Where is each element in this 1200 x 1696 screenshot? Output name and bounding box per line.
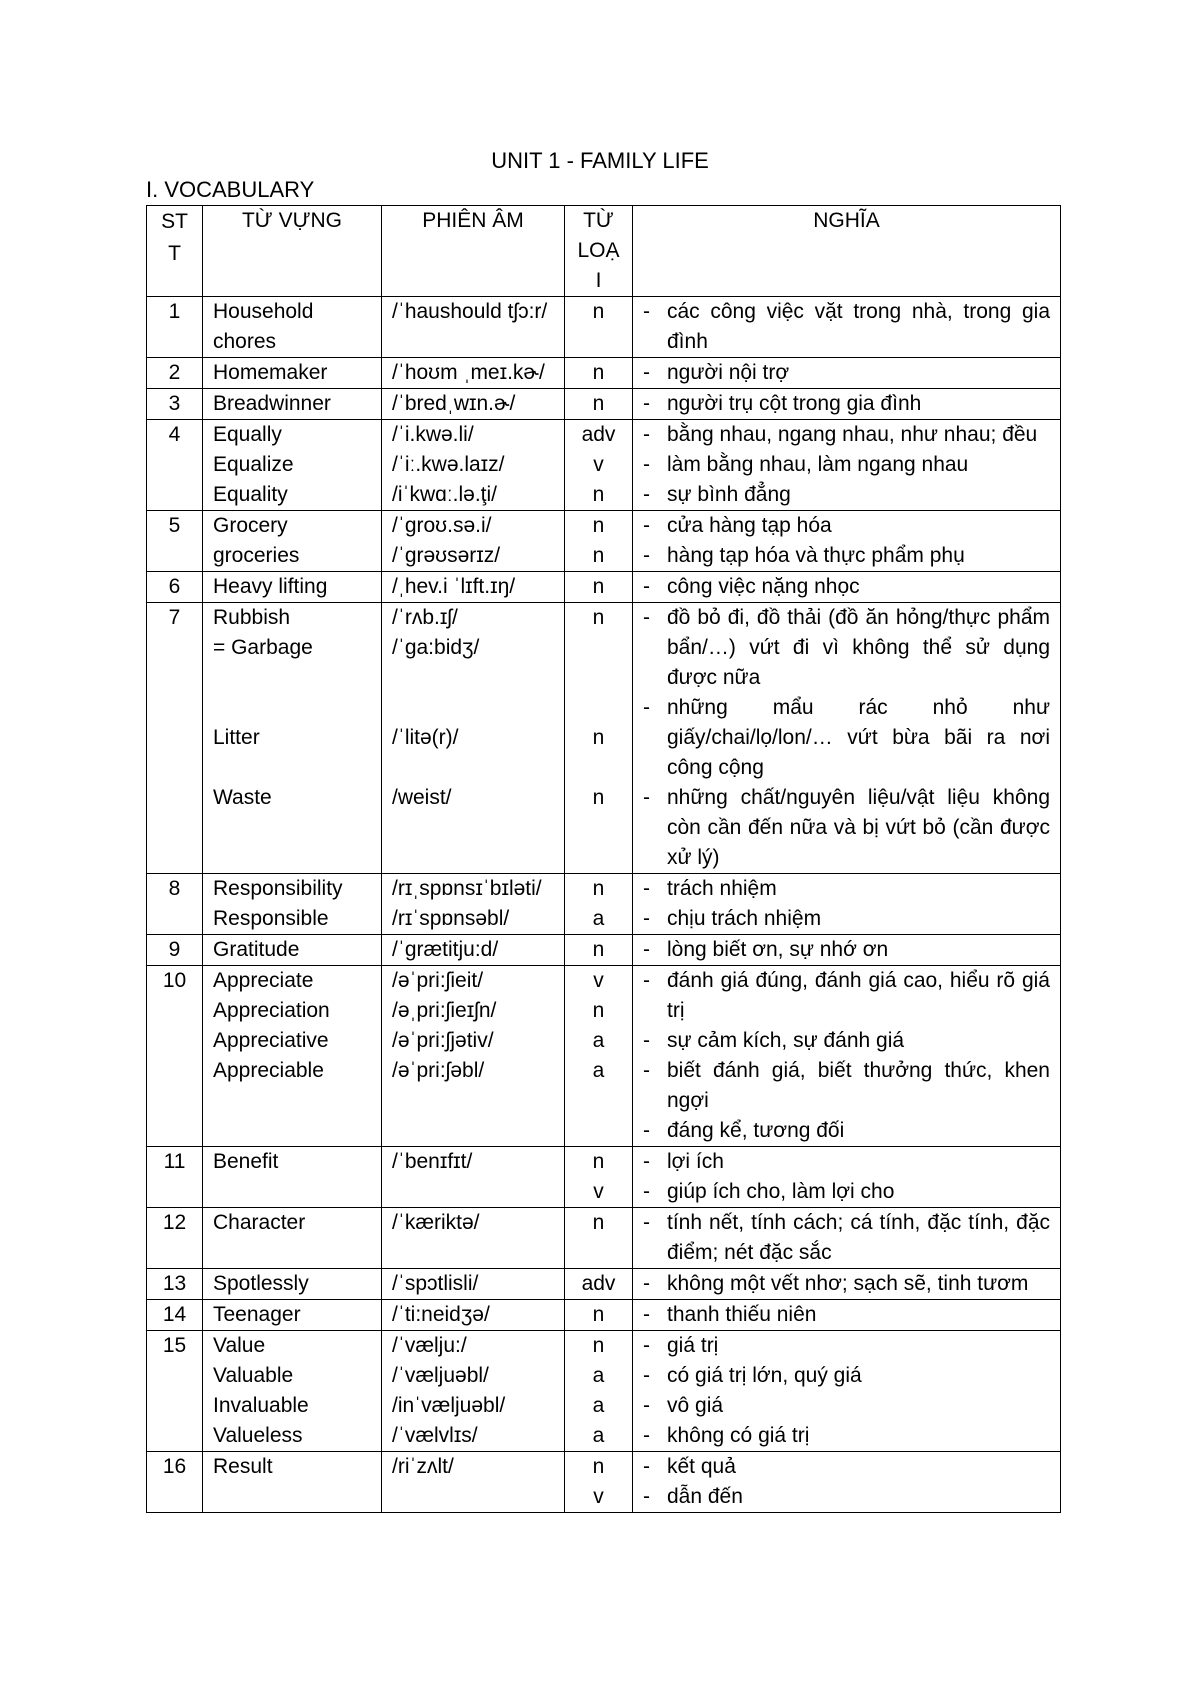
pronunciation-cell <box>382 935 565 966</box>
meaning-item <box>643 1056 1050 1116</box>
vocab-word: groceries <box>213 544 300 567</box>
meaning-cell <box>633 1300 1061 1331</box>
word-type: n <box>592 1334 605 1357</box>
vocab-word: Valuable <box>213 1364 294 1387</box>
vocab-word-cell <box>203 420 382 511</box>
bullet-dash: - <box>643 606 650 629</box>
pronunciation: /ˈhaushould tʃɔ:r/ <box>392 300 548 323</box>
word-type: n <box>592 514 605 537</box>
bullet-dash: - <box>643 1150 650 1173</box>
meaning-item <box>643 420 1050 450</box>
meaning-cell <box>633 966 1061 1147</box>
bullet-dash: - <box>643 969 650 992</box>
pronunciation: /ˈga:bidʒ/ <box>392 636 480 659</box>
row-number: 5 <box>147 511 203 572</box>
pronunciation-cell <box>382 389 565 420</box>
pronunciation-cell <box>382 603 565 874</box>
meaning-item <box>643 511 1050 541</box>
table-row <box>147 1452 1061 1513</box>
pronunciation: /ˈvæljuəbl/ <box>392 1364 489 1387</box>
vocab-word: Appreciate <box>213 969 314 992</box>
pronunciation: /ˈgrəʊsərɪz/ <box>392 544 501 567</box>
word-type: a <box>592 1029 605 1052</box>
page-title: UNIT 1 - FAMILY LIFE <box>491 148 709 173</box>
bullet-dash: - <box>643 938 650 961</box>
word-type <box>575 693 622 723</box>
meaning-text: công việc nặng nhọc <box>667 575 860 598</box>
word-type: a <box>592 1059 605 1082</box>
pronunciation: /əˌpri:ʃieɪʃn/ <box>392 999 497 1022</box>
table-row <box>147 420 1061 511</box>
word-type: n <box>592 1150 605 1173</box>
pronunciation-cell <box>382 966 565 1147</box>
meaning-text: chịu trách nhiệm <box>667 907 822 930</box>
word-type: a <box>592 1364 605 1387</box>
bullet-dash: - <box>643 1455 650 1478</box>
pronunciation: /weist/ <box>392 786 452 809</box>
meaning-text: thanh thiếu niên <box>667 1303 817 1326</box>
vocab-word-cell <box>203 1269 382 1300</box>
meaning-item <box>643 1391 1050 1421</box>
meaning-text: làm bằng nhau, làm ngang nhau <box>667 453 969 476</box>
meaning-item <box>643 693 1050 783</box>
vocab-word: = Garbage <box>213 636 313 659</box>
meaning-item <box>643 966 1050 1026</box>
meaning-text: có giá trị lớn, quý giá <box>667 1364 862 1387</box>
pronunciation <box>392 663 554 693</box>
table-body <box>147 297 1061 1513</box>
table-row <box>147 1300 1061 1331</box>
pronunciation: /ˈi.kwə.li/ <box>392 423 474 446</box>
word-type: n <box>592 726 605 749</box>
meaning-item <box>643 358 1050 388</box>
bullet-dash: - <box>643 392 650 415</box>
word-type: n <box>592 300 605 323</box>
word-type-cell <box>565 1208 633 1269</box>
bullet-dash: - <box>643 575 650 598</box>
word-type: n <box>592 786 605 809</box>
table-row <box>147 297 1061 358</box>
pronunciation: /ˈkæriktə/ <box>392 1211 480 1234</box>
pronunciation: /ˈrʌb.ɪʃ/ <box>392 606 458 629</box>
vocab-word: Character <box>213 1211 306 1234</box>
word-type: n <box>592 1455 605 1478</box>
pronunciation: /ˈgrætitju:d/ <box>392 938 499 961</box>
row-number: 2 <box>147 358 203 389</box>
vocab-word-cell <box>203 935 382 966</box>
meaning-cell <box>633 603 1061 874</box>
vocab-word: Equality <box>213 483 288 506</box>
meaning-item <box>643 1177 1050 1207</box>
meaning-cell <box>633 420 1061 511</box>
row-number: 9 <box>147 935 203 966</box>
pronunciation: /ˈgroʊ.sə.i/ <box>392 514 492 537</box>
meaning-item <box>643 1116 1050 1146</box>
row-number: 12 <box>147 1208 203 1269</box>
bullet-dash: - <box>643 514 650 537</box>
bullet-dash: - <box>643 1485 650 1508</box>
vocab-word: Teenager <box>213 1303 301 1326</box>
pronunciation-cell <box>382 1147 565 1208</box>
meaning-item <box>643 935 1050 965</box>
header-word: TỪ VỰNG <box>203 206 382 297</box>
meaning-item <box>643 1361 1050 1391</box>
word-type-cell <box>565 389 633 420</box>
meaning-text: tính nết, tính cách; cá tính, đặc tính, đặc điểm; nét đặc sắc <box>667 1211 1050 1264</box>
word-type-cell <box>565 966 633 1147</box>
word-type: n <box>592 1303 605 1326</box>
pronunciation: /əˈpri:ʃəbl/ <box>392 1059 485 1082</box>
meaning-cell <box>633 1331 1061 1452</box>
word-type: n <box>592 544 605 567</box>
word-type <box>575 663 622 693</box>
vocab-word: Household chores <box>213 300 314 353</box>
word-type-cell <box>565 572 633 603</box>
meaning-cell <box>633 1208 1061 1269</box>
row-number: 10 <box>147 966 203 1147</box>
vocab-word: Gratitude <box>213 938 300 961</box>
meaning-cell <box>633 389 1061 420</box>
table-header-row <box>147 206 1061 297</box>
pronunciation: /ˈhoʊm ˌmeɪ.kɚ/ <box>392 361 545 384</box>
vocab-word: Heavy lifting <box>213 575 328 598</box>
meaning-text: những mẩu rác nhỏ như giấy/chai/lọ/lon/… vứt bừa bãi ra nơi công cộng <box>667 696 1050 779</box>
pronunciation: /inˈvæljuəbl/ <box>392 1394 506 1417</box>
meaning-text: không một vết nhơ; sạch sẽ, tinh tươm <box>667 1272 1029 1295</box>
word-type-cell <box>565 1269 633 1300</box>
pronunciation: /əˈpri:ʃieit/ <box>392 969 484 992</box>
vocab-word: Breadwinner <box>213 392 331 415</box>
meaning-item <box>643 1269 1050 1299</box>
vocab-word: Valueless <box>213 1424 303 1447</box>
meaning-cell <box>633 1452 1061 1513</box>
pronunciation-cell <box>382 1331 565 1452</box>
word-type: n <box>592 938 605 961</box>
word-type: n <box>592 361 605 384</box>
vocab-word-cell <box>203 1452 382 1513</box>
meaning-text: lợi ích <box>667 1150 724 1173</box>
table-row <box>147 358 1061 389</box>
meaning-item <box>643 1208 1050 1268</box>
pronunciation: /rɪˈspɒnsəbl/ <box>392 907 510 930</box>
vocab-word-cell <box>203 874 382 935</box>
meaning-item <box>643 904 1050 934</box>
bullet-dash: - <box>643 544 650 567</box>
vocab-word: Spotlessly <box>213 1272 309 1295</box>
vocabulary-table <box>146 205 1061 1513</box>
header-word-type: TỪ LOẠ I <box>565 206 633 297</box>
meaning-text: sự cảm kích, sự đánh giá <box>667 1029 905 1052</box>
meaning-item <box>643 1026 1050 1056</box>
word-type-cell <box>565 874 633 935</box>
meaning-item <box>643 389 1050 419</box>
meaning-text: cửa hàng tạp hóa <box>667 514 832 537</box>
word-type-cell <box>565 603 633 874</box>
pronunciation-cell <box>382 420 565 511</box>
meaning-cell <box>633 358 1061 389</box>
pronunciation-cell <box>382 297 565 358</box>
word-type-cell <box>565 1452 633 1513</box>
bullet-dash: - <box>643 1272 650 1295</box>
bullet-dash: - <box>643 300 650 323</box>
vocab-word-cell <box>203 1300 382 1331</box>
word-type: adv <box>581 423 616 446</box>
meaning-text: giúp ích cho, làm lợi cho <box>667 1180 895 1203</box>
bullet-dash: - <box>643 786 650 809</box>
pronunciation-cell <box>382 1269 565 1300</box>
vocab-word: Waste <box>213 786 272 809</box>
vocab-word-cell <box>203 297 382 358</box>
meaning-item <box>643 1147 1050 1177</box>
vocab-word: Appreciable <box>213 1059 324 1082</box>
word-type: adv <box>581 1272 616 1295</box>
word-type: n <box>592 483 605 506</box>
vocab-word: Benefit <box>213 1150 279 1173</box>
word-type: v <box>593 1485 604 1508</box>
meaning-text: hàng tạp hóa và thực phẩm phụ <box>667 544 965 567</box>
pronunciation-cell <box>382 1208 565 1269</box>
meaning-item <box>643 603 1050 693</box>
vocab-word: Invaluable <box>213 1394 309 1417</box>
bullet-dash: - <box>643 1334 650 1357</box>
table-row <box>147 1269 1061 1300</box>
meaning-text: đồ bỏ đi, đồ thải (đồ ăn hỏng/thực phẩm bẩn/…) vứt đi vì không thể sử dụng được nữa <box>667 606 1050 689</box>
word-type: v <box>593 453 604 476</box>
pronunciation-cell <box>382 1452 565 1513</box>
vocab-word: Appreciative <box>213 1029 329 1052</box>
bullet-dash: - <box>643 1211 650 1234</box>
pronunciation: /əˈpri:ʃjətiv/ <box>392 1029 494 1052</box>
bullet-dash: - <box>643 453 650 476</box>
meaning-text: dẫn đến <box>667 1485 743 1508</box>
word-type-cell <box>565 297 633 358</box>
meaning-item <box>643 1331 1050 1361</box>
row-number: 8 <box>147 874 203 935</box>
pronunciation-cell <box>382 511 565 572</box>
word-type: n <box>592 999 605 1022</box>
pronunciation-cell <box>382 572 565 603</box>
vocab-word <box>213 663 371 693</box>
meaning-text: các công việc vặt trong nhà, trong gia đình <box>667 300 1050 353</box>
table-row <box>147 935 1061 966</box>
pronunciation: /rɪˌspɒnsɪˈbɪləti/ <box>392 877 542 900</box>
word-type: a <box>592 1424 605 1447</box>
word-type-cell <box>565 1300 633 1331</box>
vocab-word: Homemaker <box>213 361 328 384</box>
bullet-dash: - <box>643 1364 650 1387</box>
pronunciation <box>392 693 554 723</box>
bullet-dash: - <box>643 877 650 900</box>
meaning-item <box>643 1421 1050 1451</box>
vocab-word-cell <box>203 572 382 603</box>
bullet-dash: - <box>643 1180 650 1203</box>
section-heading: I. VOCABULARY <box>146 177 315 202</box>
word-type: n <box>592 877 605 900</box>
pronunciation-cell <box>382 874 565 935</box>
pronunciation-cell <box>382 1300 565 1331</box>
pronunciation: /ˈbredˌwɪn.ɚ/ <box>392 392 516 415</box>
meaning-text: trách nhiệm <box>667 877 777 900</box>
header-meaning: NGHĨA <box>633 206 1061 297</box>
table-row <box>147 389 1061 420</box>
pronunciation: /ˈvælvlɪs/ <box>392 1424 478 1447</box>
word-type: a <box>592 1394 605 1417</box>
pronunciation: /riˈzʌlt/ <box>392 1455 454 1478</box>
word-type: n <box>592 1211 605 1234</box>
vocab-word <box>213 753 371 783</box>
bullet-dash: - <box>643 1119 650 1142</box>
meaning-item <box>643 480 1050 510</box>
word-type-cell <box>565 358 633 389</box>
word-type-cell <box>565 420 633 511</box>
table-row <box>147 603 1061 874</box>
pronunciation: /ˈti:neidʒə/ <box>392 1303 490 1326</box>
meaning-text: giá trị <box>667 1334 719 1357</box>
word-type: v <box>593 1180 604 1203</box>
word-type-cell <box>565 1331 633 1452</box>
pronunciation: /ˈlitə(r)/ <box>392 726 459 749</box>
vocab-word: Grocery <box>213 514 288 537</box>
meaning-item <box>643 450 1050 480</box>
vocab-word: Responsibility <box>213 877 343 900</box>
vocab-word: Responsible <box>213 907 329 930</box>
table-row <box>147 511 1061 572</box>
vocab-word-cell <box>203 1147 382 1208</box>
meaning-text: sự bình đẳng <box>667 483 791 506</box>
meaning-item <box>643 1482 1050 1512</box>
bullet-dash: - <box>643 1029 650 1052</box>
word-type: a <box>592 907 605 930</box>
row-number: 4 <box>147 420 203 511</box>
row-number: 6 <box>147 572 203 603</box>
pronunciation: /iˈkwɑː.lə.ţi/ <box>392 483 498 506</box>
bullet-dash: - <box>643 423 650 446</box>
meaning-item <box>643 297 1050 357</box>
vocab-word-cell <box>203 1208 382 1269</box>
header-pronunciation: PHIÊN ÂM <box>382 206 565 297</box>
meaning-text: không có giá trị <box>667 1424 810 1447</box>
word-type: n <box>592 575 605 598</box>
row-number: 15 <box>147 1331 203 1452</box>
meaning-item <box>643 783 1050 873</box>
word-type: v <box>593 969 604 992</box>
row-number: 11 <box>147 1147 203 1208</box>
pronunciation: /ˌhev.i ˈlɪft.ɪŋ/ <box>392 575 516 598</box>
bullet-dash: - <box>643 483 650 506</box>
meaning-text: đánh giá đúng, đánh giá cao, hiểu rõ giá trị <box>667 969 1050 1022</box>
meaning-text: bằng nhau, ngang nhau, như nhau; đều <box>667 423 1038 446</box>
vocab-word: Appreciation <box>213 999 330 1022</box>
meaning-cell <box>633 511 1061 572</box>
vocab-word-cell <box>203 966 382 1147</box>
meaning-text: vô giá <box>667 1394 724 1417</box>
table-row <box>147 1208 1061 1269</box>
vocab-word: Result <box>213 1455 273 1478</box>
meaning-text: người trụ cột trong gia đình <box>667 392 922 415</box>
bullet-dash: - <box>643 361 650 384</box>
meaning-cell <box>633 1269 1061 1300</box>
bullet-dash: - <box>643 1424 650 1447</box>
vocab-word <box>213 693 371 723</box>
meaning-cell <box>633 1147 1061 1208</box>
pronunciation: /ˈspɔtlisli/ <box>392 1272 479 1295</box>
vocab-word-cell <box>203 1331 382 1452</box>
vocab-word: Equalize <box>213 453 294 476</box>
word-type: n <box>592 392 605 415</box>
vocab-word: Value <box>213 1334 266 1357</box>
bullet-dash: - <box>643 696 650 719</box>
meaning-cell <box>633 572 1061 603</box>
bullet-dash: - <box>643 1394 650 1417</box>
word-type-cell <box>565 1147 633 1208</box>
meaning-text: người nội trợ <box>667 361 790 384</box>
table-row <box>147 966 1061 1147</box>
meaning-cell <box>633 935 1061 966</box>
table-row <box>147 572 1061 603</box>
meaning-item <box>643 1452 1050 1482</box>
vocab-word: Equally <box>213 423 282 446</box>
header-stt: ST T <box>147 206 203 297</box>
meaning-text: những chất/nguyên liệu/vật liệu không còn cần đến nữa và bị vứt bỏ (cần được xử lý) <box>667 786 1050 869</box>
vocab-word-cell <box>203 358 382 389</box>
meaning-item <box>643 541 1050 571</box>
bullet-dash: - <box>643 907 650 930</box>
vocab-word-cell <box>203 511 382 572</box>
table-row <box>147 874 1061 935</box>
bullet-dash: - <box>643 1303 650 1326</box>
row-number: 1 <box>147 297 203 358</box>
row-number: 7 <box>147 603 203 874</box>
word-type-cell <box>565 935 633 966</box>
vocab-word: Rubbish <box>213 606 291 629</box>
meaning-text: đáng kể, tương đối <box>667 1119 845 1142</box>
word-type-cell <box>565 511 633 572</box>
pronunciation <box>392 753 554 783</box>
meaning-item <box>643 572 1050 602</box>
pronunciation: /ˈvælju:/ <box>392 1334 467 1357</box>
meaning-cell <box>633 297 1061 358</box>
meaning-text: biết đánh giá, biết thưởng thức, khen ngợi <box>667 1059 1050 1112</box>
vocab-word: Litter <box>213 726 260 749</box>
vocab-word-cell <box>203 389 382 420</box>
row-number: 3 <box>147 389 203 420</box>
pronunciation: /ˈiː.kwə.laɪz/ <box>392 453 505 476</box>
meaning-item <box>643 1300 1050 1330</box>
meaning-cell <box>633 874 1061 935</box>
word-type: n <box>592 606 605 629</box>
row-number: 16 <box>147 1452 203 1513</box>
vocab-word-cell <box>203 603 382 874</box>
table-row <box>147 1331 1061 1452</box>
word-type <box>575 633 622 663</box>
pronunciation: /ˈbenɪfɪt/ <box>392 1150 473 1173</box>
row-number: 13 <box>147 1269 203 1300</box>
word-type <box>575 753 622 783</box>
meaning-text: kết quả <box>667 1455 736 1478</box>
pronunciation-cell <box>382 358 565 389</box>
table-row <box>147 1147 1061 1208</box>
row-number: 14 <box>147 1300 203 1331</box>
bullet-dash: - <box>643 1059 650 1082</box>
meaning-text: lòng biết ơn, sự nhớ ơn <box>667 938 889 961</box>
meaning-item <box>643 874 1050 904</box>
